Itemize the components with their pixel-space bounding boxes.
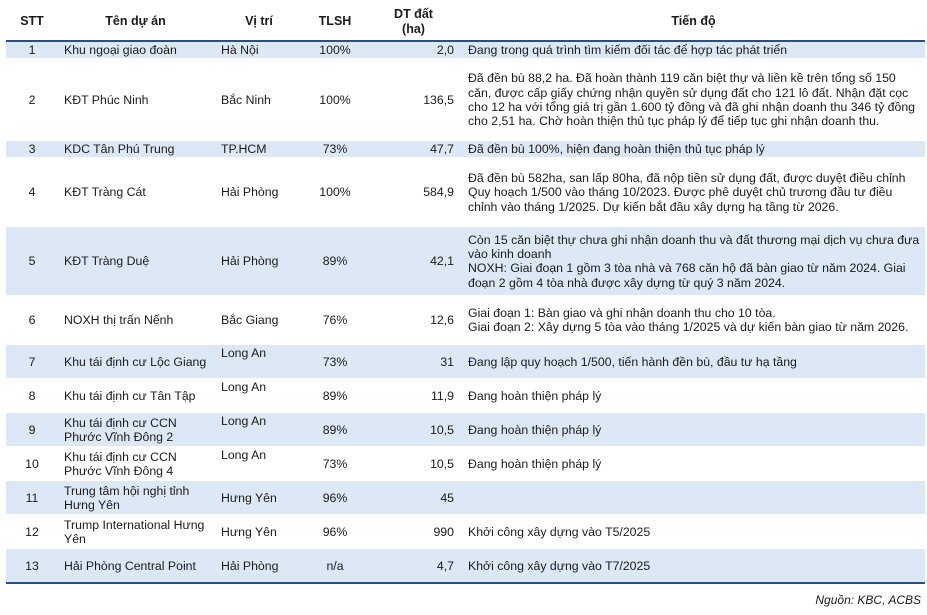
cell-project: NOXH thị trấn Nếnh [58, 296, 213, 345]
table-row [6, 141, 925, 158]
table-row [6, 549, 925, 583]
cell-stt: 2 [6, 59, 58, 141]
cell-land-area: 4,7 [365, 549, 462, 583]
cell-land-area: 42,1 [365, 227, 462, 296]
cell-project: KĐT Phúc Ninh [58, 59, 213, 141]
cell-stt: 10 [6, 447, 58, 481]
header-land-area [365, 3, 462, 41]
cell-location: Long An [213, 379, 305, 413]
cell-tlsh: 96% [305, 515, 365, 549]
cell-tlsh: 96% [305, 481, 365, 515]
cell-progress: Đang hoàn thiện pháp lý [462, 379, 925, 413]
table-row [6, 447, 925, 481]
cell-progress [462, 481, 925, 515]
table-body [6, 41, 925, 583]
table-row [6, 481, 925, 515]
cell-land-area: 990 [365, 515, 462, 549]
cell-tlsh: 100% [305, 41, 365, 59]
cell-location: Bắc Giang [213, 296, 305, 345]
cell-location: Long An [213, 447, 305, 481]
cell-stt: 4 [6, 158, 58, 227]
project-table [6, 3, 925, 584]
header-location: Vị trí [213, 3, 305, 41]
cell-stt: 1 [6, 41, 58, 59]
cell-stt: 6 [6, 296, 58, 345]
cell-location: Hải Phòng [213, 227, 305, 296]
cell-tlsh: 89% [305, 227, 365, 296]
cell-tlsh: 100% [305, 59, 365, 141]
cell-land-area: 2,0 [365, 41, 462, 59]
cell-progress: Đã đền bù 100%, hiện đang hoàn thiện thủ tục pháp lý [462, 141, 925, 158]
cell-project: Khu tái định cư CCN Phước Vĩnh Đông 2 [58, 413, 213, 447]
cell-land-area: 10,5 [365, 447, 462, 481]
table-row [6, 158, 925, 227]
cell-stt: 11 [6, 481, 58, 515]
cell-tlsh: 89% [305, 413, 365, 447]
table-header-row [6, 3, 925, 41]
cell-stt: 8 [6, 379, 58, 413]
cell-land-area: 47,7 [365, 141, 462, 158]
header-land-area-text: DT đất (ha) [394, 6, 433, 36]
cell-stt: 5 [6, 227, 58, 296]
cell-progress: Đã đền bù 88,2 ha. Đã hoàn thành 119 căn biệt thự và liền kề trên tổng số 150 căn, được cấp giấy chứng nhận quyền sử dụng đất cho 121 lô đất. Nhận đặt cọc cho 12 ha với tổng giá trị gần 1.600 tỷ đồng và đã ghi nhận doanh thu 346 tỷ đồng cho 2,51 ha. Chờ hoàn thiện thủ tục pháp lý để tiếp tục ghi nhận doanh thu. [462, 59, 925, 141]
cell-progress: Giai đoạn 1: Bàn giao và ghi nhận doanh thu cho 10 tòa. Giai đoạn 2: Xây dựng 5 tòa vào tháng 1/2025 và dự kiến bàn giao từ năm 2026. [462, 296, 925, 345]
cell-project: Khu tái định cư Tân Tập [58, 379, 213, 413]
cell-progress: Còn 15 căn biệt thự chưa ghi nhận doanh thu và đất thương mại dịch vụ chưa đưa vào kinh doanh NOXH: Giai đoạn 1 gồm 3 tòa nhà và 768 căn hộ đã bàn giao từ năm 2024. Giai đoạn 2 gồm 4 tòa nhà được xây dựng từ quý 3 năm 2024. [462, 227, 925, 296]
cell-location: Hải Phòng [213, 158, 305, 227]
cell-land-area: 45 [365, 481, 462, 515]
cell-project: Khu tái định cư CCN Phước Vĩnh Đông 4 [58, 447, 213, 481]
cell-project: Trung tâm hội nghị tỉnh Hưng Yên [58, 481, 213, 515]
cell-progress: Khởi công xây dựng vào T5/2025 [462, 515, 925, 549]
source-note: Nguồn: KBC, ACBS [815, 593, 921, 607]
cell-project: Khu tái định cư Lộc Giang [58, 345, 213, 379]
table-row [6, 227, 925, 296]
table-row [6, 296, 925, 345]
cell-tlsh: 89% [305, 379, 365, 413]
cell-project: KĐT Tràng Cát [58, 158, 213, 227]
cell-stt: 12 [6, 515, 58, 549]
cell-land-area: 31 [365, 345, 462, 379]
cell-location: Long An [213, 345, 305, 379]
cell-project: KDC Tân Phú Trung [58, 141, 213, 158]
table-row [6, 515, 925, 549]
cell-progress: Khởi công xây dựng vào T7/2025 [462, 549, 925, 583]
cell-tlsh: 73% [305, 345, 365, 379]
cell-location: Bắc Ninh [213, 59, 305, 141]
cell-location: Hải Phòng [213, 549, 305, 583]
cell-location: Hà Nội [213, 41, 305, 59]
cell-land-area: 10,5 [365, 413, 462, 447]
cell-tlsh: 100% [305, 158, 365, 227]
header-stt: STT [6, 3, 58, 41]
cell-location: Hưng Yên [213, 515, 305, 549]
cell-project: Khu ngoại giao đoàn [58, 41, 213, 59]
table-row [6, 413, 925, 447]
cell-progress: Đang trong quá trình tìm kiếm đối tác để hợp tác phát triển [462, 41, 925, 59]
cell-land-area: 11,9 [365, 379, 462, 413]
cell-stt: 3 [6, 141, 58, 158]
header-project: Tên dự án [58, 3, 213, 41]
cell-land-area: 136,5 [365, 59, 462, 141]
cell-project: Hải Phòng Central Point [58, 549, 213, 583]
table-row [6, 59, 925, 141]
header-progress: Tiến độ [462, 3, 925, 41]
cell-project: Trump International Hưng Yên [58, 515, 213, 549]
table-row [6, 345, 925, 379]
cell-location: Hưng Yên [213, 481, 305, 515]
cell-tlsh: 76% [305, 296, 365, 345]
cell-progress: Đang hoàn thiện pháp lý [462, 413, 925, 447]
cell-progress: Đã đền bù 582ha, san lấp 80ha, đã nộp tiền sử dụng đất, được duyệt điều chỉnh Quy hoạch 1/500 vào tháng 10/2023. Được phê duyệt chủ trương đầu tư điều chỉnh vào tháng 1/2025. Dự kiến bắt đầu xây dựng hạ tầng từ 2026. [462, 158, 925, 227]
cell-location: TP.HCM [213, 141, 305, 158]
cell-land-area: 12,6 [365, 296, 462, 345]
cell-project: KĐT Tràng Duệ [58, 227, 213, 296]
table-row [6, 379, 925, 413]
cell-land-area: 584,9 [365, 158, 462, 227]
cell-stt: 9 [6, 413, 58, 447]
cell-stt: 7 [6, 345, 58, 379]
cell-progress: Đang hoàn thiện pháp lý [462, 447, 925, 481]
cell-location: Long An [213, 413, 305, 447]
cell-progress: Đang lập quy hoạch 1/500, tiến hành đền bù, đầu tư hạ tầng [462, 345, 925, 379]
cell-tlsh: 73% [305, 141, 365, 158]
cell-tlsh: 73% [305, 447, 365, 481]
cell-tlsh: n/a [305, 549, 365, 583]
table-row [6, 41, 925, 59]
header-tlsh: TLSH [305, 3, 365, 41]
cell-stt: 13 [6, 549, 58, 583]
